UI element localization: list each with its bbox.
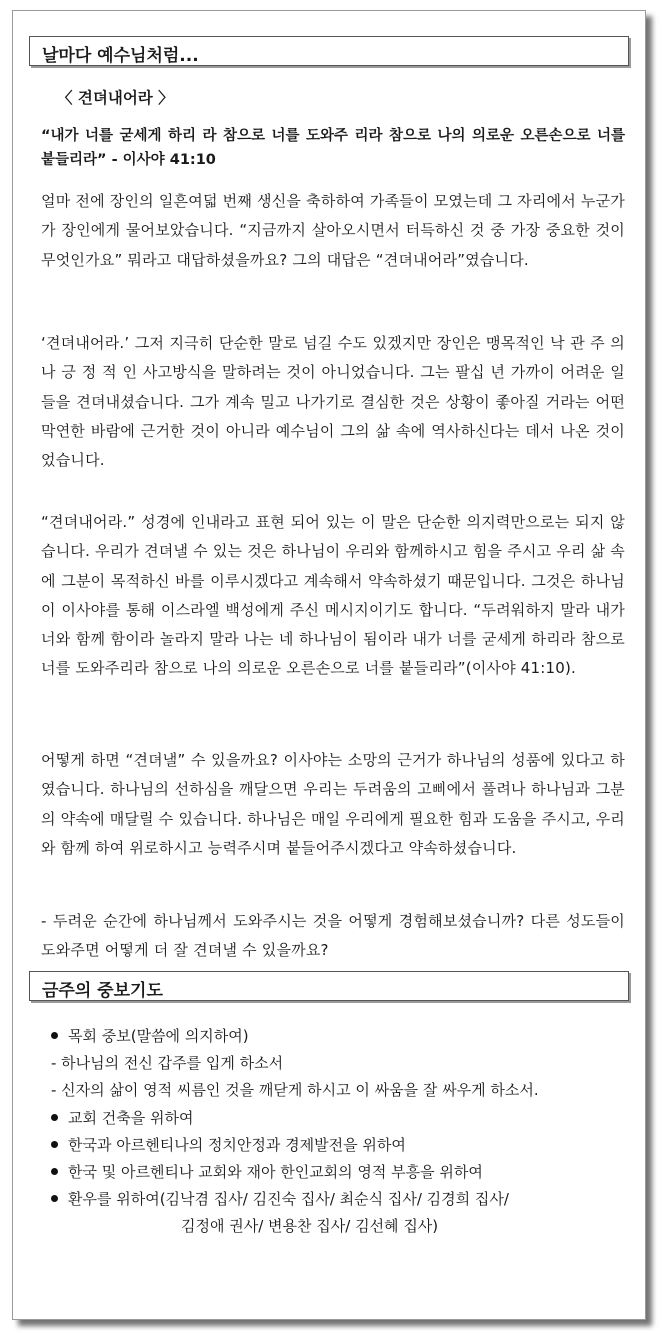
devotional-title: 〈 견뎌내어라 〉 xyxy=(57,89,174,107)
section-header-daily xyxy=(29,36,629,66)
reflection-question: - 두려운 순간에 하나님께서 도와주시는 것을 어떻게 경험해보셨습니까? 다른 성도들이 도와주면 어떻게 더 잘 견뎌낼 수 있을까요? xyxy=(41,912,625,960)
list-item xyxy=(41,1186,631,1213)
bulletin-page xyxy=(12,10,646,1320)
bullet-icon xyxy=(51,1141,58,1148)
prayer-item-text: 목회 중보(말씀에 의지하여) xyxy=(68,1027,249,1045)
section-header-prayer xyxy=(29,971,629,1001)
paragraph-2: ‘견뎌내어라.’ 그저 지극히 단순한 말로 넘길 수도 있겠지만 장인은 맹목적인 낙 관 주 의 나 긍 정 적 인 사고방식을 말하려는 것이 아니었습니다. 그는 팔십 년 가까이 어려운 일들을 견뎌내셨습니다. 그가 계속 밀고 나가기로 결심한 것은 상황이 좋아질 거라는 어떤 막연한 바람에 근거한 것이 아니라 예수님이 그의 삶 속에 역사하신다는 데서 나온 것이었습니다. xyxy=(41,334,625,470)
bullet-icon xyxy=(51,1195,58,1202)
bullet-icon xyxy=(51,1032,58,1039)
key-verse: “내가 너를 굳세게 하리 라 참으로 너를 도와주 리라 참으로 나의 의로운 오른손으로 너를 붙들리라” - 이사야 41:10 xyxy=(41,128,625,168)
list-subitem: - 신자의 삶이 영적 씨름인 것을 깨닫게 하시고 이 싸움을 잘 싸우게 하소서. xyxy=(51,1081,539,1100)
prayer-list xyxy=(41,1023,631,1241)
section-title: 날마다 예수님처럼... xyxy=(42,46,199,66)
list-item xyxy=(41,1023,631,1050)
bullet-icon xyxy=(51,1114,58,1121)
bullet-icon xyxy=(51,1168,58,1175)
prayer-item-text: 교회 건축을 위하여 xyxy=(68,1108,194,1127)
paragraph-1: 얼마 전에 장인의 일흔여덟 번째 생신을 축하하여 가족들이 모였는데 그 자리에서 누군가가 장인에게 물어보았습니다. “지금까지 살아오시면서 터득하신 것 중 가장 중요한 것이 무엇인가요” 뭐라고 대답하셨을까요? 그의 대답은 “견뎌내어라”였습니다. xyxy=(41,192,625,269)
list-item-continuation: 김정애 권사/ 변용찬 집사/ 김선혜 집사) xyxy=(181,1217,439,1236)
list-item xyxy=(41,1132,631,1159)
paragraph-4: 어떻게 하면 “견뎌낼” 수 있을까요? 이사야는 소망의 근거가 하나님의 성품에 있다고 하였습니다. 하나님의 선하심을 깨달으면 우리는 두려움의 고삐에서 풀려나 하나님과 그분의 약속에 매달릴 수 있습니다. 하나님은 매일 우리에게 필요한 힘과 도움을 주시고, 우리와 함께 하여 위로하시고 능력주시며 붙들어주시겠다고 약속하셨습니다. xyxy=(41,751,625,857)
prayer-item-text: 한국 및 아르헨티나 교회와 재아 한인교회의 영적 부흥을 위하여 xyxy=(68,1163,483,1182)
paragraph-3: “견뎌내어라.” 성경에 인내라고 표현 되어 있는 이 말은 단순한 의지력만으로는 되지 않습니다. 우리가 견뎌낼 수 있는 것은 하나님이 우리와 함께하시고 힘을 주시고 우리 삶 속에 그분이 목적하신 바를 이루시겠다고 계속해서 약속하셨기 때문입니다. 그것은 하나님이 이사야를 통해 이스라엘 백성에게 주신 메시지이기도 합니다. “두려워하지 말라 내가 너와 함께 함이라 놀라지 말라 나는 네 하나님이 됨이라 내가 너를 굳세게 하리라 참으로 너를 도와주리라 참으로 나의 의로운 오른손으로 너를 붙들리라”(이사야 41:10). xyxy=(41,513,625,678)
prayer-item-text: 환우를 위하여(김낙겸 집사/ 김진숙 집사/ 최순식 집사/ 김경희 집사/ xyxy=(68,1190,509,1209)
list-item xyxy=(41,1159,631,1186)
prayer-item-text: 한국과 아르헨티나의 정치안정과 경제발전을 위하여 xyxy=(68,1135,406,1154)
list-subitem: - 하나님의 전신 갑주를 입게 하소서 xyxy=(51,1054,284,1073)
list-item xyxy=(41,1105,631,1132)
section-title: 금주의 중보기도 xyxy=(42,981,163,1001)
